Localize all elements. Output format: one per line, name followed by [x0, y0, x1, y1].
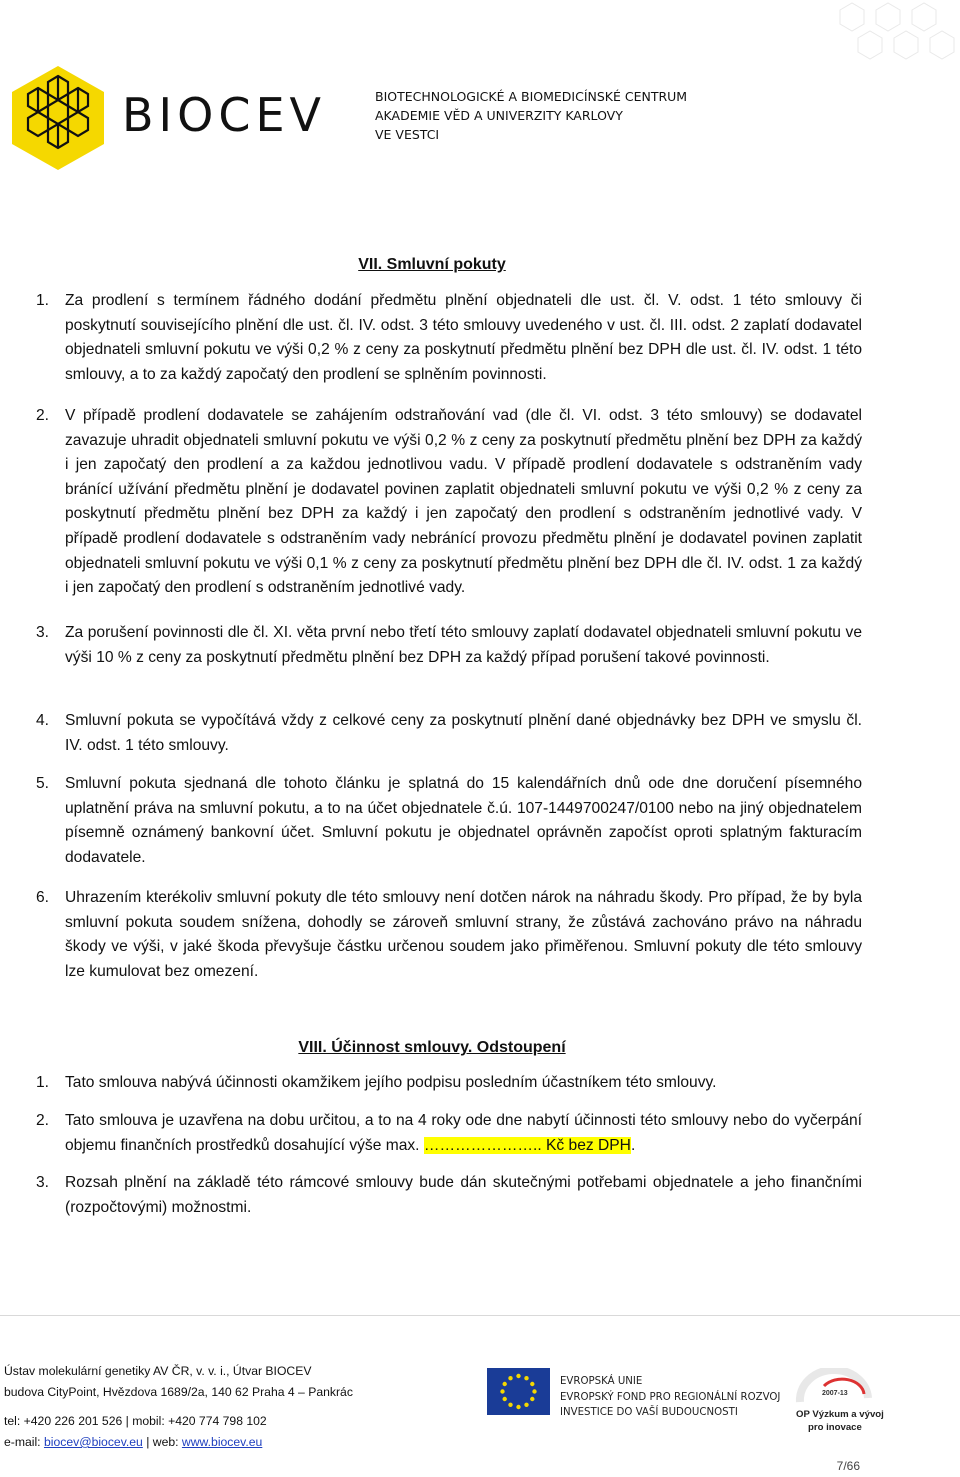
item-text-end: .	[630, 1136, 636, 1154]
institution-name	[375, 87, 687, 144]
footer-line: Ústav molekulární genetiky AV ČR, v. v. i., Útvar BIOCEV	[4, 1364, 312, 1378]
list-item	[36, 886, 862, 984]
web-link[interactable]: www.biocev.eu	[181, 1435, 263, 1449]
item-text: V případě prodlení dodavatele se zahájením odstraňování vad (dle čl. VI. odst. 3 této smlouvy) se dodavatel zavazuje uhradit objednateli smluvní pokutu ve výši 0,2 % z ceny za poskytnutí předmětu plnění bez DPH za každý i jen započatý den prodlení a za každou jednotlivou vadu. V případě prodlení dodavatele s odstraněním vady bránící užívání předmětu plnění je dodavatel povinen zaplatit objednateli smluvní pokutu ve výši 0,2 % z ceny za poskytnutí předmětu plnění bez DPH za každý i jen započatý den prodlení s odstraněním jednotlivé vady. V případě prodlení dodavatele s odstraněním vady nebránící provozu předmětu plnění je dodavatel povinen zaplatit objednateli smluvní pokutu ve výši 0,1 % z ceny za poskytnutí předmětu plnění bez DPH dle čl. IV. odst. 1 za každý i jen započatý den prodlení s odstraněním jednotlivé vady.	[65, 407, 862, 597]
item-number: 1.	[36, 1074, 50, 1091]
op-vavpi-logo	[794, 1368, 884, 1438]
footer-line: budova CityPoint, Hvězdova 1689/2a, 140 62 Praha 4 – Pankrác	[4, 1385, 353, 1399]
eu-line: EVROPSKÝ FOND PRO REGIONÁLNÍ ROZVOJ	[560, 1391, 781, 1403]
item-number: 1.	[36, 292, 50, 309]
corner-hex-decoration-icon	[590, 0, 960, 80]
list-item	[36, 621, 862, 670]
footer-address	[4, 1361, 353, 1403]
footer-contacts	[4, 1411, 267, 1453]
list-item	[36, 1171, 862, 1220]
list-item	[36, 1109, 862, 1158]
item-text: Rozsah plnění na základě této rámcové smlouvy bude dán skutečnými potřebami objednatele a jeho finančními (rozpočtovými) možnostmi.	[65, 1174, 862, 1216]
list-item	[36, 709, 862, 758]
amount-placeholder-highlight: ………………….. Kč bez DPH	[423, 1136, 631, 1154]
institution-line: AKADEMIE VĚD A UNIVERZITY KARLOVY	[375, 108, 623, 123]
logo-wordmark: BIOCEV	[122, 88, 326, 142]
biocev-hexagon-logo-icon	[0, 60, 120, 170]
item-number: 3.	[36, 624, 50, 641]
footer-phone: tel: +420 226 201 526 | mobil: +420 774 798 102	[4, 1414, 267, 1428]
eu-line: INVESTICE DO VAŠÍ BUDOUCNOSTI	[560, 1407, 738, 1418]
list-item	[36, 404, 862, 601]
institution-line: BIOTECHNOLOGICKÉ A BIOMEDICÍNSKÉ CENTRUM	[375, 89, 688, 104]
item-number: 4.	[36, 712, 50, 729]
op-years: 2007-13	[822, 1390, 848, 1397]
item-text	[65, 1109, 862, 1158]
item-number: 3.	[36, 1174, 50, 1191]
email-label: e-mail:	[4, 1435, 44, 1449]
section-8-title: VIII. Účinnost smlouvy. Odstoupení	[298, 1039, 566, 1056]
op-logo-arc-icon	[794, 1368, 874, 1408]
list-item	[36, 772, 862, 870]
page-number: 7/66	[836, 1459, 860, 1473]
eu-line: EVROPSKÁ UNIE	[560, 1376, 643, 1387]
item-number: 5.	[36, 775, 50, 792]
email-link[interactable]: biocev@biocev.eu	[43, 1435, 143, 1449]
list-item	[36, 1071, 862, 1096]
institution-line: VE VESTCI	[375, 127, 440, 142]
eu-flag-icon	[487, 1368, 550, 1415]
item-text: Smluvní pokuta sjednaná dle tohoto článku je splatná do 15 kalendářních dnů ode dne doručení písemného uplatnění práva na smluvní pokutu, a to na účet objednatele č.ú. 107-1449700247/0100 nebo na jiný objednatelem písemně oznámený bankovní účet. Smluvní pokutu je objednatel oprávněn započíst oproti splatným fakturacím dodavatele.	[65, 775, 862, 866]
section-7-title: VII. Smluvní pokuty	[358, 256, 506, 273]
item-text: Uhrazením kterékoliv smluvní pokuty dle této smlouvy není dotčen nárok na náhradu škody. Pro případ, že by byla smluvní pokuta soudem snížena, dohodly se zároveň smluvní strany, že zůstává zachováno právo na náhradu škody ve výši, v jaké škoda převyšuje částku určenou soudem jako přiměřenou. Smluvní pokuty dle této smlouvy lze kumulovat bez omezení.	[65, 889, 862, 980]
item-text: Za prodlení s termínem řádného dodání předmětu plnění objednateli dle ust. čl. V. odst. 1 této smlouvy či poskytnutí souvisejícího plnění dle ust. čl. IV. odst. 3 této smlouvy uvedeného v ust. čl. III. odst. 2 zaplatí dodavatel objednateli smluvní pokutu ve výši 0,2 % z ceny za poskytnutí předmětu plnění bez DPH dle ust. čl. IV. odst. 1 této smlouvy, a to za každý započatý den prodlení se splněním povinnosti.	[65, 292, 862, 383]
item-text-main: Tato smlouva je uzavřena na dobu určitou, a to na 4 roky ode dne nabytí účinnosti této smlouvy nebo do vyčerpání objemu finančních prostředků dosahující výše max.	[65, 1112, 862, 1154]
op-name-line2: pro inovace	[808, 1422, 862, 1433]
item-number: 6.	[36, 889, 50, 906]
list-item	[36, 289, 862, 387]
op-name-line1: OP Výzkum a vývoj	[796, 1409, 884, 1420]
web-label: | web:	[142, 1435, 182, 1449]
footer-divider	[0, 1315, 960, 1316]
item-number: 2.	[36, 1112, 50, 1129]
item-text: Smluvní pokuta se vypočítává vždy z celkové ceny za poskytnutí plnění dané objednávky bez DPH ve smyslu čl. IV. odst. 1 této smlouvy.	[65, 712, 862, 754]
item-text: Tato smlouva nabývá účinnosti okamžikem jejího podpisu posledním účastníkem této smlouvy.	[65, 1074, 717, 1091]
eu-fund-text	[560, 1374, 780, 1421]
item-number: 2.	[36, 407, 50, 424]
item-text: Za porušení povinnosti dle čl. XI. věta první nebo třetí této smlouvy zaplatí dodavatel objednateli smluvní pokutu ve výši 10 % z ceny za poskytnutí předmětu plnění bez DPH za každý případ porušení takové povinnosti.	[65, 624, 862, 666]
footer-web-line	[4, 1432, 267, 1453]
